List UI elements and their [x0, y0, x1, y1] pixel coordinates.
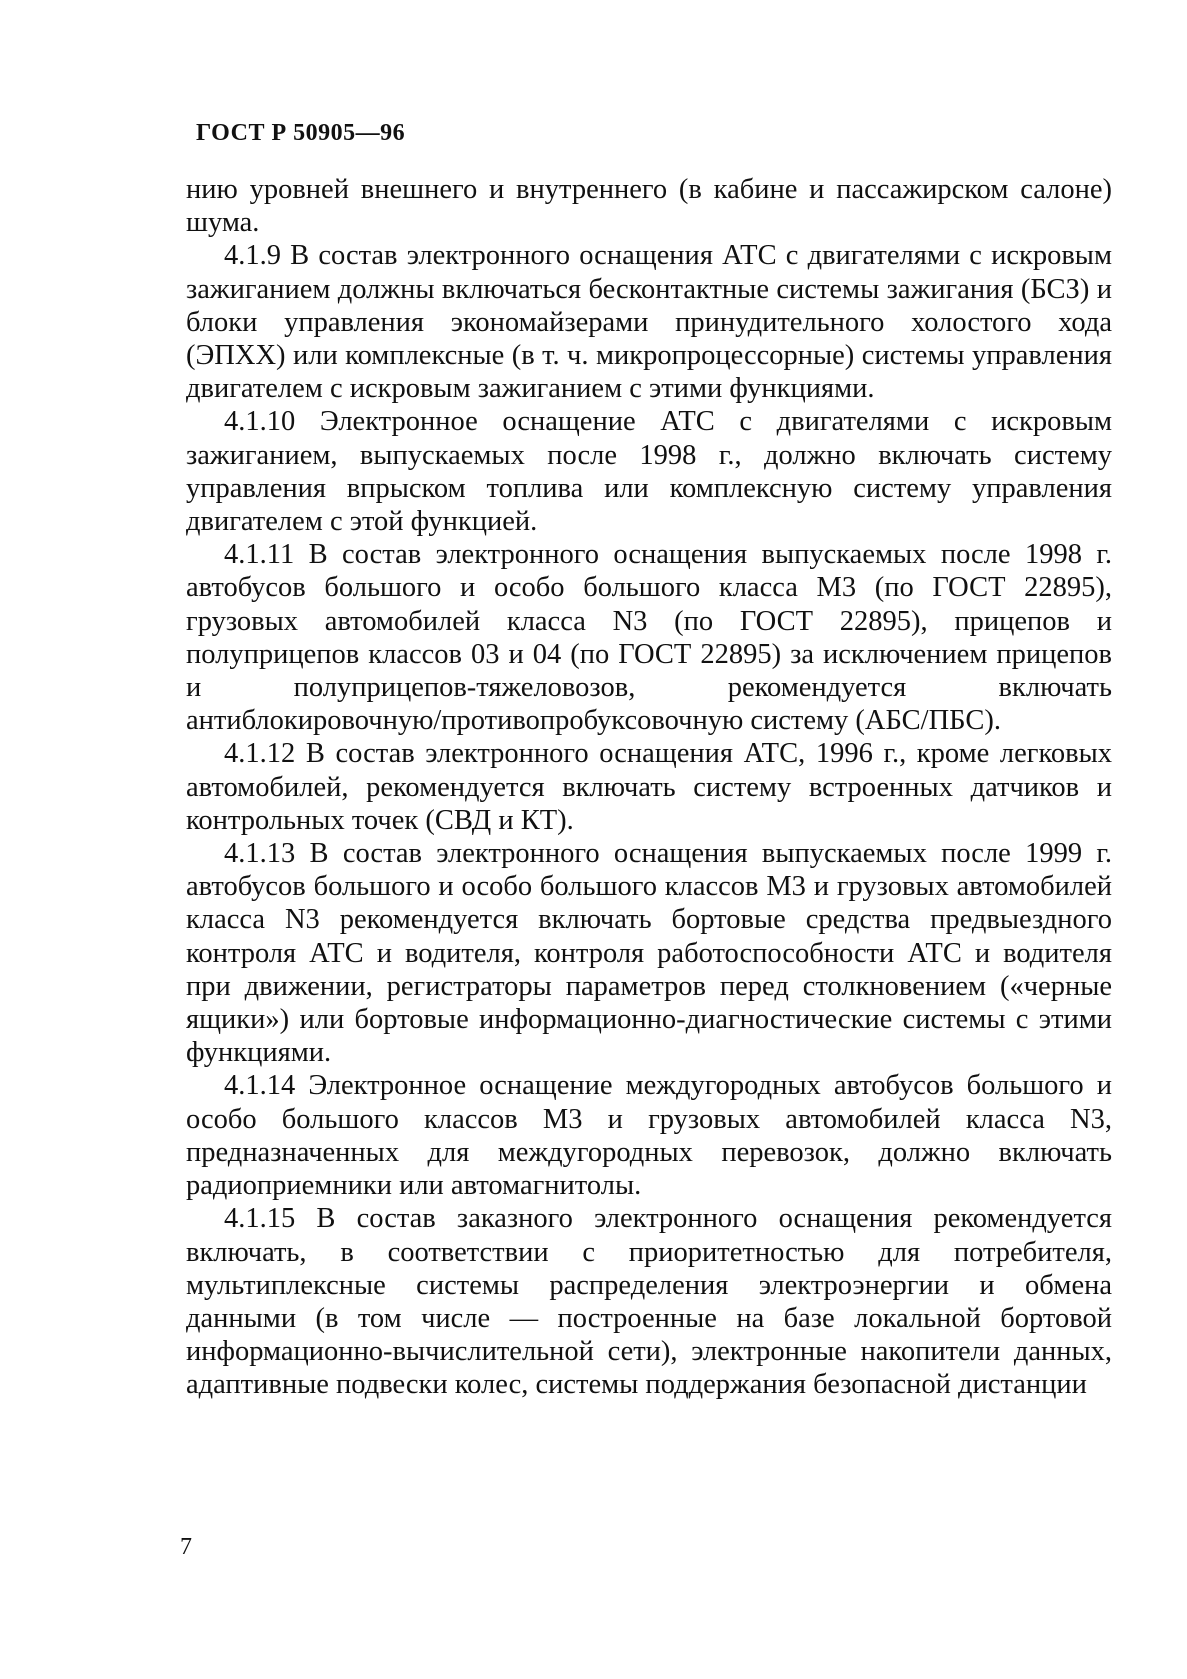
paragraph-4-1-15: 4.1.15 В состав заказного электронного оснащения рекомендуется включать, в соответствии с приоритетностью для потребителя, мультиплексные системы распределения электроэнергии и обмена данными (в том числе — построенные на базе локальной бортовой информационно-вычислительной сети), электронные накопители данных, адаптивные подвески колес, системы поддержания безопасной дистанции — [186, 1203, 1112, 1401]
paragraph-4-1-9: 4.1.9 В состав электронного оснащения АТС с двигателями с искровым зажиганием должны включаться бесконтактные системы зажигания (БСЗ) и блоки управления экономайзерами принудительного холостого хода (ЭПХХ) или комплексные (в т. ч. микропроцессорные) системы управления двигателем с искровым зажиганием с этими функциями. — [186, 240, 1112, 405]
document-body — [186, 173, 1112, 1402]
paragraph-continuation: нию уровней внешнего и внутреннего (в кабине и пассажирском салоне) шума. — [186, 174, 1112, 239]
paragraph-4-1-12: 4.1.12 В состав электронного оснащения АТС, 1996 г., кроме легковых автомобилей, рекомендуется включать систему встроенных датчиков и контрольных точек (СВД и КТ). — [186, 738, 1112, 836]
paragraph-4-1-13: 4.1.13 В состав электронного оснащения выпускаемых после 1999 г. автобусов большого и особо большого классов М3 и грузовых автомобилей класса N3 рекомендуется включать бортовые средства предвыездного контроля АТС и водителя, контроля работоспособности АТС и водителя при движении, регистраторы параметров перед столкновением («черные ящики») или бортовые информационно-диагностические системы с этими функциями. — [186, 838, 1112, 1069]
paragraph-4-1-14: 4.1.14 Электронное оснащение междугородных автобусов большого и особо большого классов М3 и грузовых автомобилей класса N3, предназначенных для междугородных перевозок, должно включать радиоприемники или автомагнитолы. — [186, 1070, 1112, 1202]
document-code-header: ГОСТ Р 50905—96 — [196, 120, 406, 146]
page-number: 7 — [180, 1534, 192, 1560]
paragraph-4-1-11: 4.1.11 В состав электронного оснащения выпускаемых после 1998 г. автобусов большого и особо большого класса М3 (по ГОСТ 22895), грузовых автомобилей класса N3 (по ГОСТ 22895), прицепов и полуприцепов классов 03 и 04 (по ГОСТ 22895) за исключением прицепов и полуприцепов-тяжеловозов, рекомендуется включать антиблокировочную/противопробуксовочную систему (АБС/ПБС). — [186, 539, 1112, 737]
paragraph-4-1-10: 4.1.10 Электронное оснащение АТС с двигателями с искровым зажиганием, выпускаемых после 1998 г., должно включать систему управления впрыском топлива или комплексную систему управления двигателем с этой функцией. — [186, 406, 1112, 538]
